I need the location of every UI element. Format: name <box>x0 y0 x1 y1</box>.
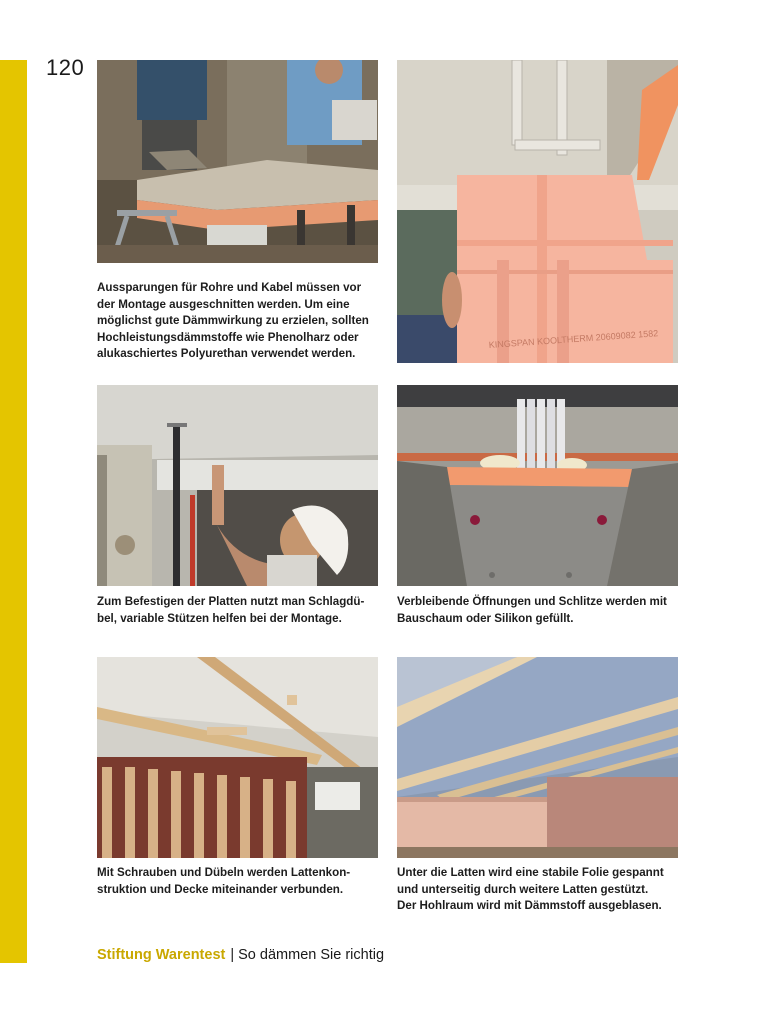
caption-line: der Montage ausgeschnitten werden. Um eine <box>97 297 350 311</box>
yellow-margin-bar <box>0 60 27 963</box>
caption-sealing <box>397 594 687 627</box>
photo-batten-construction <box>97 657 378 858</box>
caption-line: alukaschiertes Polyurethan verwendet werden. <box>97 347 356 360</box>
caption-line: Aussparungen für Rohre und Kabel müssen vor <box>97 281 362 294</box>
caption-line: struktion und Decke miteinander verbunden. <box>97 882 344 896</box>
page-footer <box>97 947 384 963</box>
footer-separator: | <box>230 947 235 963</box>
footer-book-title: So dämmen Sie richtig <box>238 947 385 963</box>
caption-line: Bauschaum oder Silikon gefüllt. <box>397 611 574 625</box>
caption-line: Verbleibende Öffnungen und Schlitze werden mit <box>397 595 667 608</box>
caption-line: Mit Schrauben und Dübeln werden Lattenkon- <box>97 866 351 879</box>
photo-ceiling-pipes <box>397 60 678 363</box>
caption-line: Hochleistungsdämmstoffe wie Phenolharz oder <box>97 330 359 344</box>
caption-foil <box>397 865 697 915</box>
page-number: 120 <box>46 55 85 80</box>
caption-line: bel, variable Stützen helfen bei der Montage. <box>97 611 342 625</box>
caption-cutouts <box>97 280 387 363</box>
caption-line: Der Hohlraum wird mit Dämmstoff ausgeblasen. <box>397 899 662 912</box>
caption-fastening <box>97 594 387 627</box>
photo-cutting-panel <box>97 60 378 263</box>
caption-battens <box>97 865 387 898</box>
panel-print-text: KINGSPAN KOOLTHERM 20609082 1582 <box>488 328 659 350</box>
caption-line: Zum Befestigen der Platten nutzt man Schlagdü- <box>97 595 365 608</box>
caption-line: möglichst gute Dämmwirkung zu erzielen, sollten <box>97 314 369 327</box>
caption-line: Unter die Latten wird eine stabile Folie gespannt <box>397 866 664 879</box>
footer-brand: Stiftung Warentest <box>97 947 226 963</box>
caption-line: und unterseitig durch weitere Latten gestützt. <box>397 882 649 896</box>
photo-worker-supports <box>97 385 378 586</box>
photo-cable-bundle <box>397 385 678 586</box>
photo-foil-ceiling <box>397 657 678 858</box>
